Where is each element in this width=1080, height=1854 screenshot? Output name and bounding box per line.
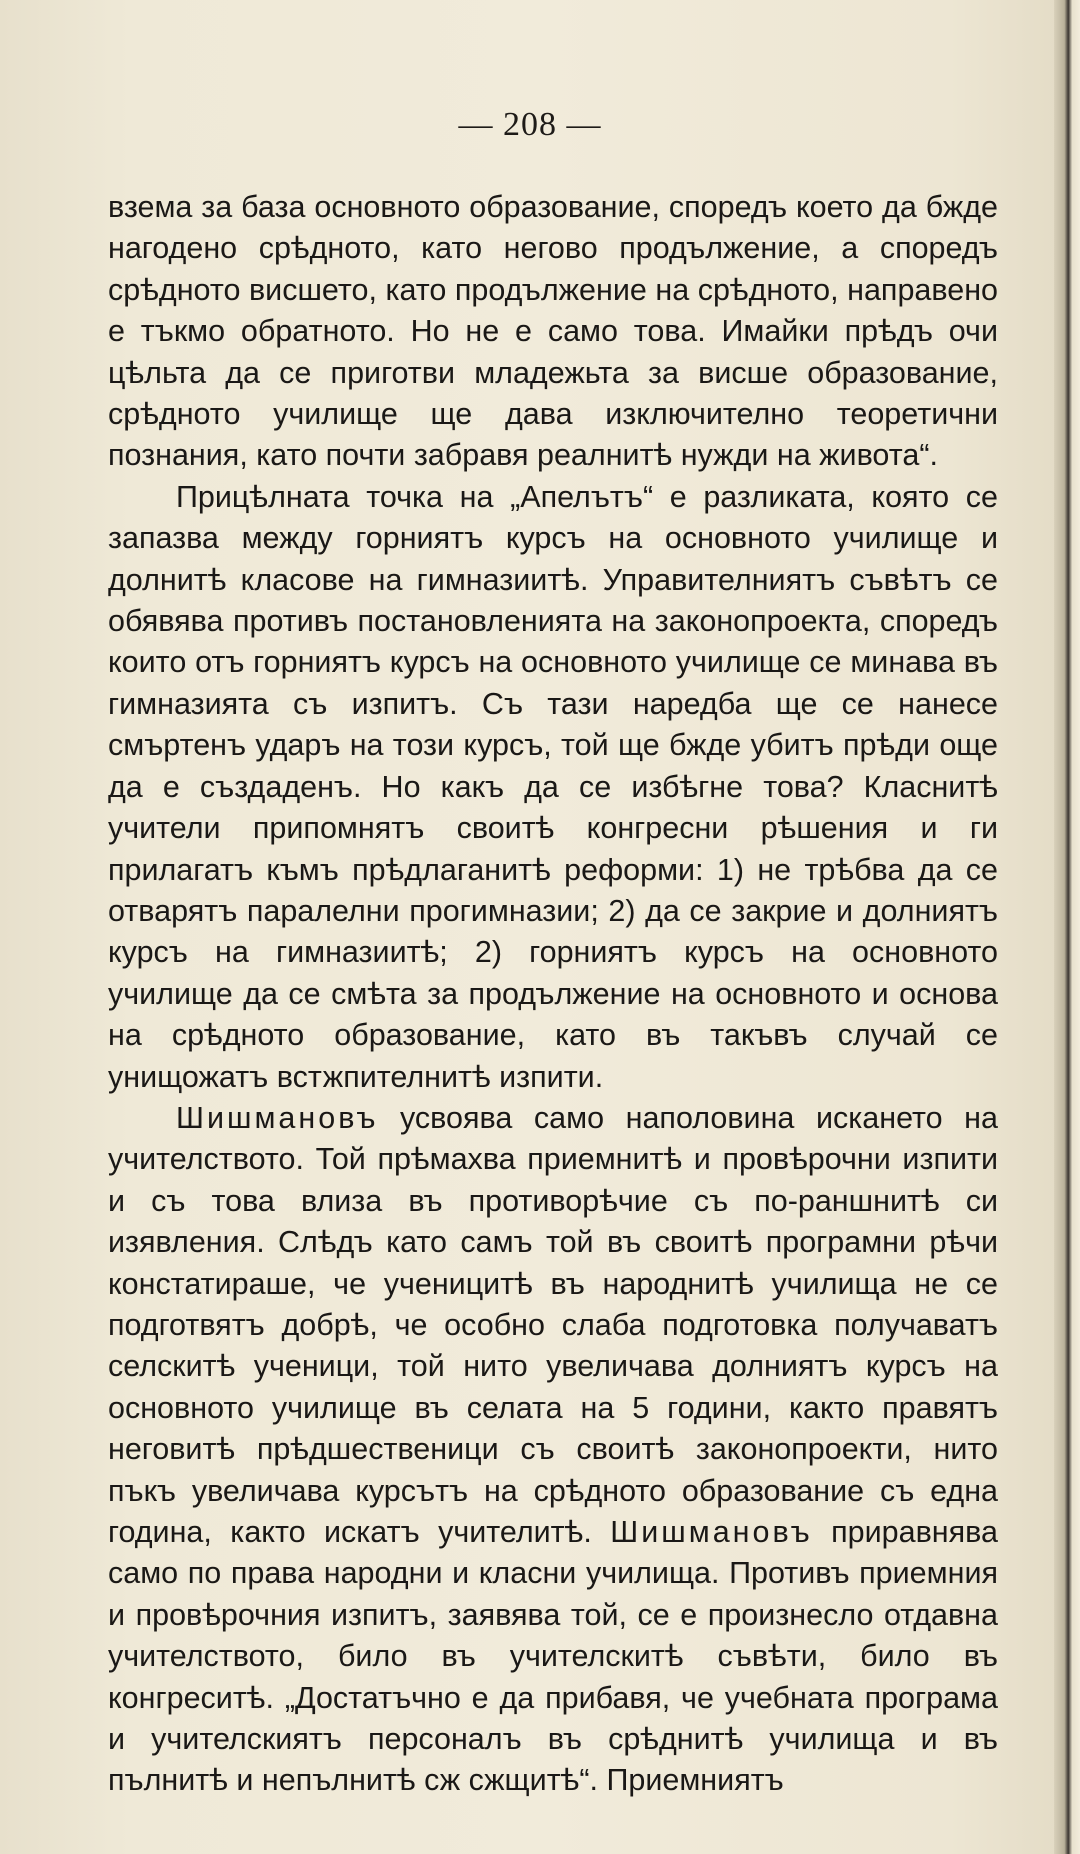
paragraph-1 [108,187,998,477]
page-binding-edge [1054,0,1080,1854]
text-segment: приравнява само по права народни и класни училища. Противъ приемния и провѣрочния изпитъ, заявява той, се е произнесло отдавна учителството, било въ учителскитѣ съвѣти, било въ конгреситѣ. „Достатъчно е да прибавя, че учебната програма и учителскиятъ персоналъ въ срѣднитѣ училища и въ пълнитѣ и непълнитѣ сж сжщитѣ“. Приемниятъ [108,1515,998,1798]
text-segment: Прицѣлната точка на „Апелътъ“ е разликата, която се запазва между горниятъ курсъ на основното училище и долнитѣ класове на гимназиитѣ. Управителниятъ съвѣтъ се обявява противъ постановленията на законопроекта, споредъ които отъ горниятъ курсъ на основното училище се минава въ гимназията съ изпитъ. Съ тази наредба ще се нанесе смъртенъ ударъ на този курсъ, той ще бжде убитъ прѣди още да е създаденъ. Но какъ да се избѣгне това? Класнитѣ учители припомнятъ своитѣ конгресни рѣшения и ги прилагатъ къмъ прѣдлаганитѣ реформи: 1) не трѣбва да се отварятъ паралелни прогимназии; 2) да се закрие и долниятъ курсъ на гимназиитѣ; 2) горниятъ курсъ на основното училище да се смѣта за продължение на основното и основа на срѣдното образование, като въ такъвъ случай се унищожатъ встжпителнитѣ изпити. [108,479,998,1094]
page-number: — 208 — [458,106,602,143]
paragraph-3 [108,1098,998,1802]
body-text [108,187,998,1802]
paragraph-2 [108,477,998,1098]
text-segment: усвоява само наполовина искането на учителството. Той прѣмахва приемнитѣ и провѣрочни изпити и съ това влиза въ противорѣчие съ по-раншнитѣ си изявления. Слѣдъ като самъ той въ своитѣ програмни рѣчи констатираше, че ученицитѣ въ народнитѣ училища не се подготвятъ добрѣ, че особно слаба подготовка получаватъ селскитѣ ученици, той нито увеличава долниятъ курсъ на основното училище въ селата на 5 години, както правятъ неговитѣ прѣдшественици съ своитѣ законопроекти, нито пъкъ увеличава курсътъ на срѣдното образование съ една година, както искатъ учителитѣ. [108,1100,998,1549]
author-name-spaced: Шишмановъ [176,1100,379,1135]
author-name-spaced: Шишмановъ [610,1515,813,1549]
text-segment: взема за база основното образование, споредъ което да бжде нагодено срѣдното, като негово продължение, а споредъ срѣдното висшето, като продължение на срѣдното, направено е тъкмо обратното. Но не е само това. Имайки прѣдъ очи цѣльта да се приготви младежьта за висше образование, срѣдното училище ще дава изключително теоретични познания, като почти забравя реалнитѣ нужди на живота“. [108,190,998,473]
